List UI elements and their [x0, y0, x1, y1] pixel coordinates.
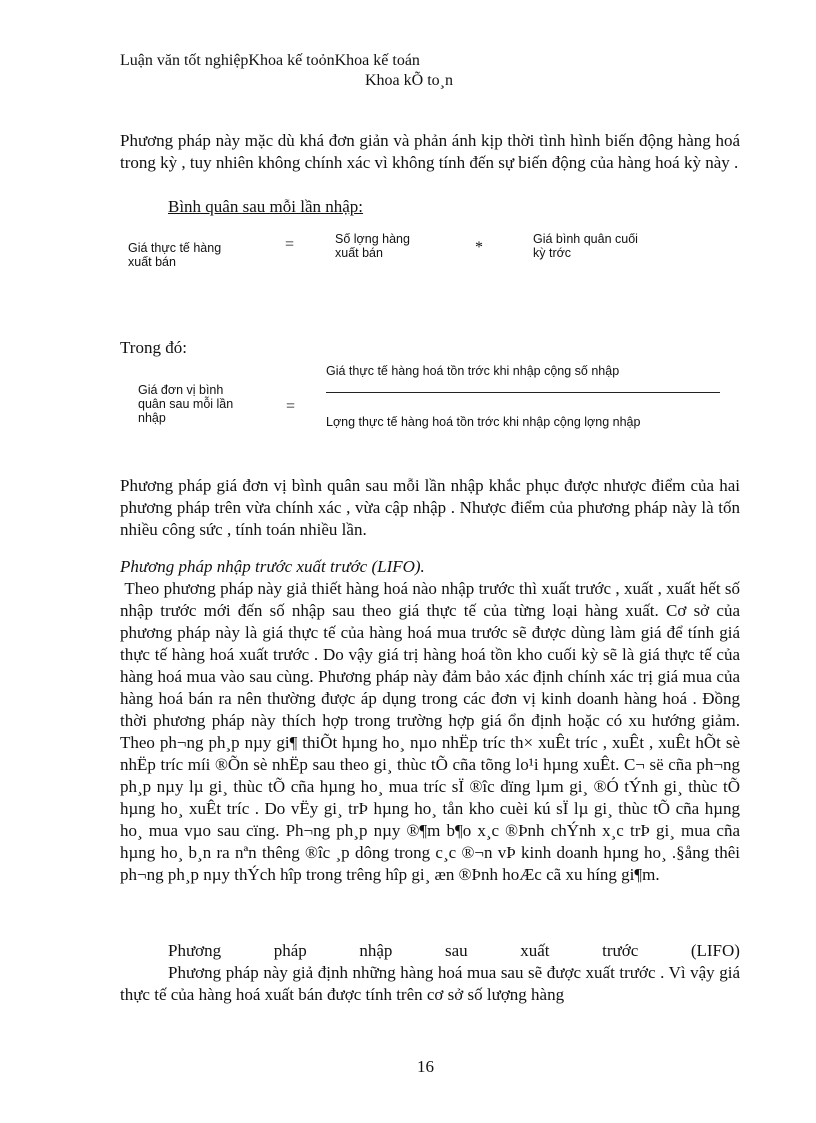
subheading-moving-average: Bình quân sau mỗi lần nhập: — [168, 197, 364, 216]
paragraph-lifo: Phương pháp này giả định những hàng hoá mua sau sẽ được xuất trước . Vì vậy giá thực tế của hàng hoá xuất bán được tính trên cơ sở số lượng hàng — [120, 963, 740, 1004]
formula1-term1: Số lợng hàng xuất bán — [335, 232, 410, 260]
page-number: 16 — [417, 1057, 434, 1076]
formula1-equals: = — [285, 236, 295, 253]
header-line-1: Luận văn tốt nghiệpKhoa kế toỏnKhoa kế toán — [120, 52, 420, 69]
formula2-numerator: Giá thực tế hàng hoá tồn trớc khi nhập cộng số nhập — [326, 364, 620, 378]
subheading-fifo: Phương pháp nhập trước xuất trước (LIFO). — [120, 557, 425, 576]
header-line-2: Khoa kÕ to¸n — [365, 72, 453, 89]
paragraph-intro: Phương pháp này mặc dù khá đơn giản và phản ánh kịp thời tình hình biến động hàng hoá trong kỳ , tuy nhiên không chính xác vì không tính đến sự biến động của hàng hoá kỳ này . — [120, 131, 740, 172]
heading-lifo: Phương pháp nhập sau xuất trước (LIFO) — [168, 941, 740, 960]
formula2-lhs: Giá đơn vị bình quân sau mỗi lần nhập — [138, 383, 234, 425]
formula1-lhs: Giá thực tế hàng xuất bán — [128, 241, 222, 269]
paragraph-fifo-body: Theo phương pháp này giả thiết hàng hoá nào nhập trước thì xuất trước , xuất , xuất hết số nhập trước mới đến số nhập sau theo giá thực tế của từng loại hàng xuất. Cơ sở của phương pháp này là giá thực tế của hàng hoá mua trước sẽ được dùng làm giá để tính giá thực tế hàng hoá xuất trước . Do vậy giá trị hàng hoá tồn kho cuối kỳ sẽ là giá thực tế của hàng hoá mua vào sau cùng. Phương pháp này đảm bảo xác định chính xác trị giá mua của hàng hoá bán ra nên thường được áp dụng trong các đơn vị kinh doanh hàng hoá . Đồng thời phương pháp này thích hợp trong trường hợp giá ổn định hoặc có xu hướng giảm. Theo ph¬ng ph¸p nµy gi¶ thiÕt hµng ho¸ nµo nhËp tríc th× xuÊt tríc , xuÊt , xuÊt hÕt sè nhËp tríc míi ®Õn sè nhËp sau theo gi¸ thùc tÕ cña tõng lo¹i hµng xuÊt. C¬ së cña ph¬ng ph¸p nµy lµ gi¸ thùc tÕ cña hµng ho¸ mua tríc sÏ ®îc dïng lµm gi¸ ®Ó tÝnh gi¸ thùc tÕ hµng ho¸ xuÊt tríc . Do vËy gi¸ trÞ hµng ho¸ tån kho cuèi kú sÏ lµ gi¸ thùc tÕ cña hµng ho¸ mua vµo sau cïng. Ph¬ng ph¸p nµy ®¶m b¶o x¸c ®Þnh chÝnh x¸c trÞ gi¸ mua cña hµng ho¸ b¸n ra nªn thêng ®îc ¸p dông trong c¸c ®¬n vÞ kinh doanh hµng ho¸ .§ång thêi ph¬ng ph¸p nµy thÝch hîp trong trêng hîp gi¸ æn ®Þnh hoÆc cã xu híng gi¶m. — [120, 579, 762, 884]
paragraph-advantages: Phương pháp giá đơn vị bình quân sau mỗi lần nhập khắc phục được nhược điểm của hai phương pháp trên vừa chính xác , vừa cập nhập . Nhược điểm của phương pháp này là tốn nhiều công sức , tính toán nhiều lần. — [120, 476, 740, 539]
formula2-fraction-bar — [326, 392, 720, 393]
formula2-equals: = — [286, 398, 296, 415]
formula1-times: * — [475, 239, 483, 256]
where-label: Trong đó: — [120, 338, 187, 357]
formula2-denominator: Lợng thực tế hàng hoá tồn trớc khi nhập cộng lợng nhập — [326, 415, 641, 429]
formula1-term2: Giá bình quân cuối kỳ trớc — [533, 232, 638, 260]
